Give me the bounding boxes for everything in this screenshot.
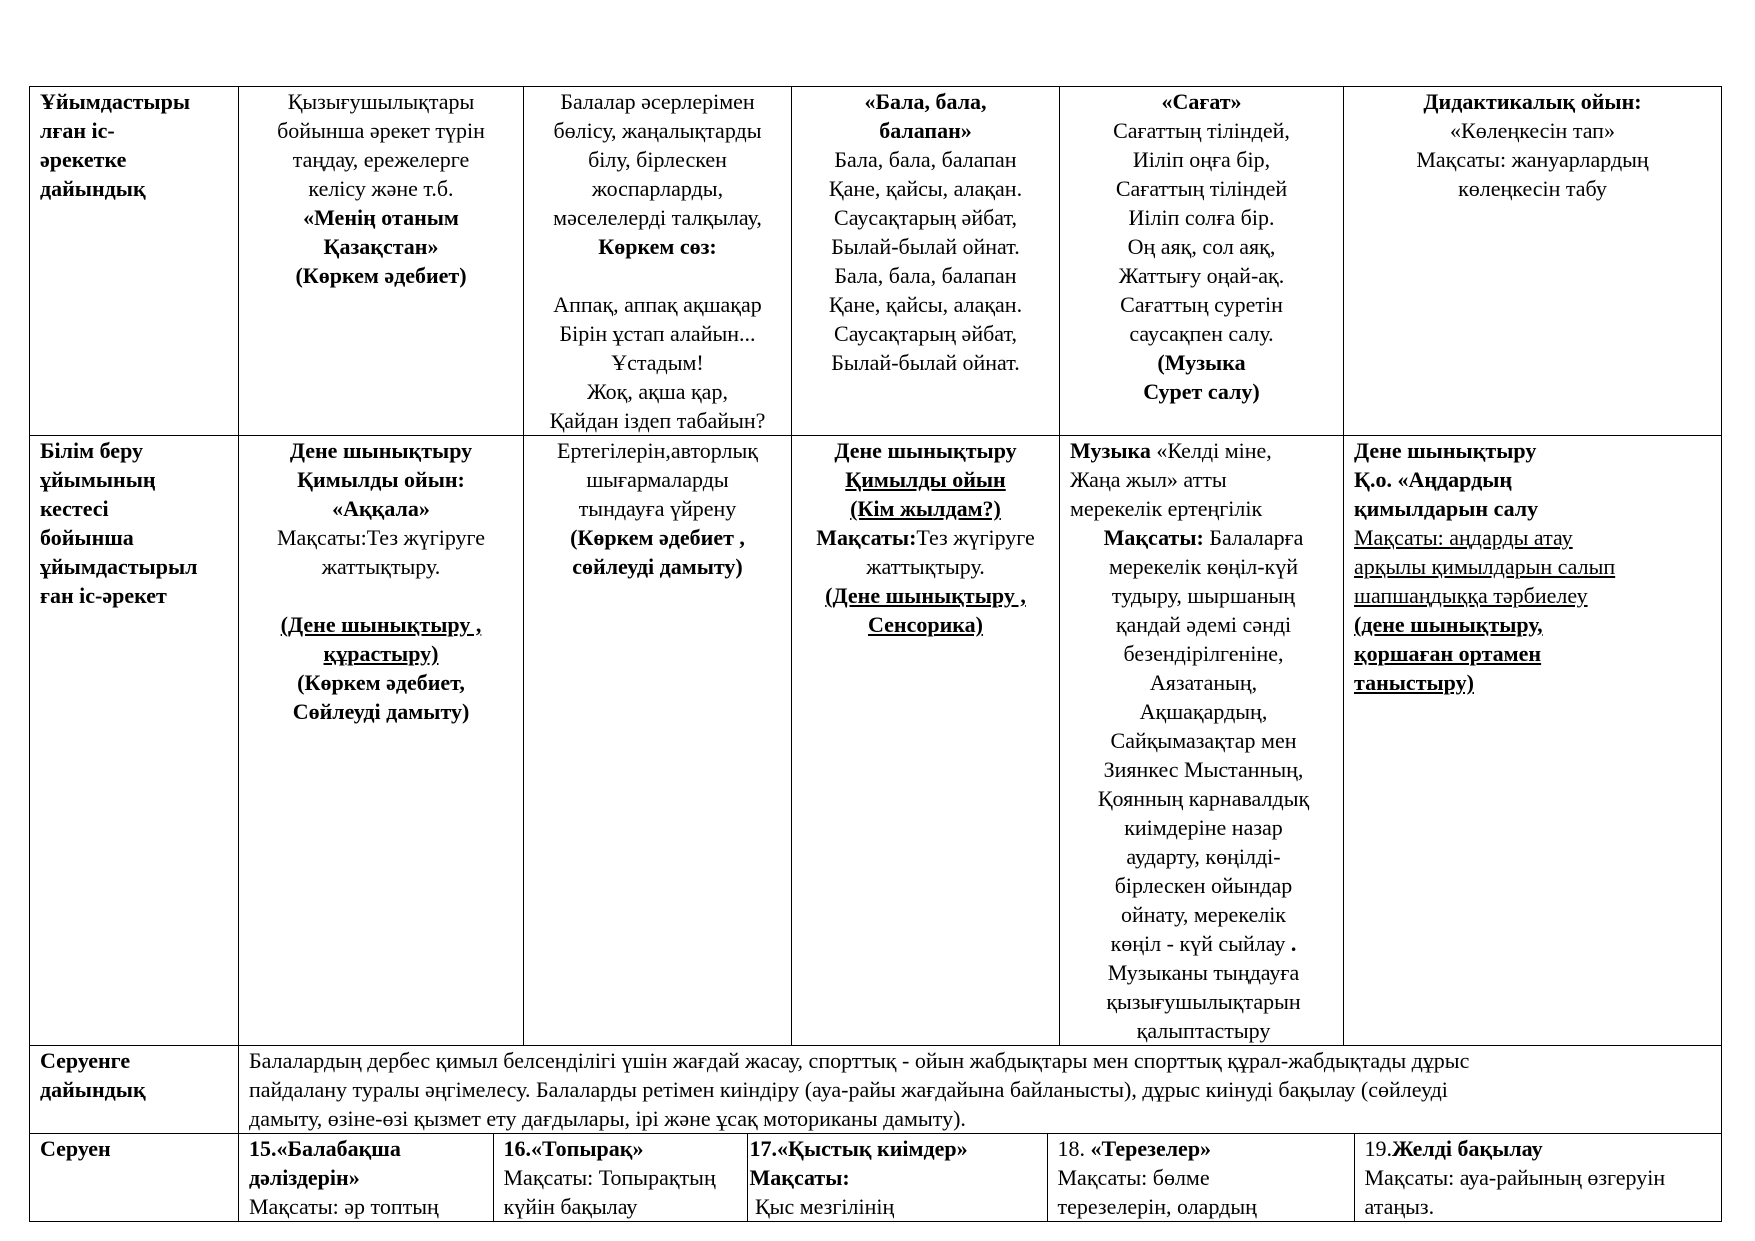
game-title: Қимылды ойын [845,467,1006,492]
subject-tag: (Музыка [1157,350,1246,375]
cell-prep-thu [1060,87,1344,436]
label-line: лған іс- [40,118,115,143]
label-line: бойынша [40,525,134,550]
poem-line: Иіліп солға бір. [1128,205,1275,230]
text-line: келісу және т.б. [308,176,454,201]
goal-label: Мақсаты: [749,1165,850,1190]
label-line: әрекетке [40,147,127,172]
goal-line: қызығушылықтарын [1106,989,1301,1014]
goal-line: қандай әдемі сәнді [1115,612,1292,637]
goal-line: Мақсаты: аңдарды атау [1354,525,1573,550]
poem-line: Қане, қайсы, алақан. [828,292,1023,317]
cell-edu-fri [1344,436,1722,1046]
cell-prep-mon [239,87,524,436]
label-line: Білім беру [40,438,144,463]
text-line: пайдалану туралы әңгімелесу. Балаларды ретімен киіндіру (ауа-райы жағдайына байланысты), дұрыс киінуді бақылау (сөйлеуді [249,1077,1448,1102]
poem-line: Сағаттың тіліндей [1115,176,1288,201]
game-title: Қимылды ойын: [297,467,465,492]
subject-tag: (Дене шынықтыру , [280,612,482,637]
walk-day-4 [1047,1134,1354,1221]
topic-title: Қазақстан» [323,234,439,259]
walk-title: 16.«Топырақ» [503,1136,644,1161]
subject-tag: сөйлеуді дамыту) [572,554,743,579]
poem-line: Ұстадым! [611,350,704,375]
label-line: Серуенге [40,1048,131,1073]
section-title: Дидактикалық ойын: [1423,89,1642,114]
cell-prep-wed [792,87,1060,436]
cell-edu-thu [1060,436,1344,1046]
poem-line: Қане, қайсы, алақан. [828,176,1023,201]
section-title: Көркем сөз: [598,234,717,259]
text-line: шығармаларды [586,467,729,492]
text-line: бойынша әрекет түрін [277,118,485,143]
subject-tag: Сөйлеуді дамыту) [292,699,470,724]
walk-subtable [239,1134,1722,1221]
walk-day-1 [239,1134,493,1221]
row-label-preparation [30,87,239,436]
walk-title-line [1365,1134,1717,1163]
goal-line: Зиянкес Мыстанның, [1103,757,1304,782]
goal-line: арқылы қимылдарын салып [1354,554,1616,579]
goal-label: Мақсаты: [816,525,917,550]
goal-line: жаттықтыру. [866,554,985,579]
goal-line: Қыс мезгілінің [749,1194,895,1219]
text-line: көлеңкесін табу [1458,176,1607,201]
subject-tag: (Көркем әдебиет, [297,670,465,695]
poem-line: Қайдан іздеп табайын? [549,408,766,433]
label-line: Серуен [40,1136,111,1161]
topic-title: «Бала, бала, [864,89,987,114]
goal-line: безендірілгеніне, [1123,641,1284,666]
subject-tag: (Көркем әдебиет , [570,525,745,550]
walk-title: дәліздерін» [249,1165,360,1190]
text-line: бөлісу, жаңалықтарды [553,118,762,143]
goal-line: терезелерін, олардың [1057,1194,1257,1219]
subject-tag: құрастыру) [323,641,439,666]
poem-line: Бала, бала, балапан [834,147,1017,172]
cell-walk [239,1134,1722,1222]
goal-line: бірлескен ойындар [1114,873,1293,898]
walk-title: 17.«Қыстық киімдер» [749,1136,968,1161]
topic-title: балапан» [879,118,972,143]
poem-line: Сағаттың тіліндей, [1113,118,1290,143]
row-education [30,436,1722,1046]
game-title: (Кім жылдам?) [850,496,1001,521]
goal-line: киімдеріне назар [1124,815,1283,840]
game-title: Қ.о. «Аңдардың [1354,467,1513,492]
subject-tag: (Дене шынықтыру , [825,583,1026,608]
walk-day-3 [747,1134,1047,1221]
goal-line: қалыптастыру [1136,1018,1271,1043]
walk-day-2 [493,1134,747,1221]
subject-tag: Сенсорика) [868,612,983,637]
label-line: Ұйымдастыры [40,89,191,114]
walk-title: «Терезелер» [1090,1136,1212,1161]
subject-tag: (Көркем әдебиет) [295,263,467,288]
subject-tag: Сурет салу) [1143,379,1260,404]
walk-title-line [1058,1134,1348,1163]
topic-title: «Менің отаным [303,205,459,230]
subject-tag: (дене шынықтыру, [1354,612,1543,637]
goal-label: Мақсаты: [1103,525,1204,550]
walk-day-5 [1354,1134,1722,1221]
poem-line: Саусақтарың әйбат, [834,205,1017,230]
goal-line: Қоянның карнавалдық [1097,786,1310,811]
subject-title: Дене шынықтыру [834,438,1017,463]
text-line: Балалардың дербес қимыл белсенділігі үшін жағдай жасау, спорттық - ойын жабдықтары мен спорттық құрал-жабдықтады дұрыс [249,1048,1470,1073]
goal-block [1070,523,1337,1045]
label-line: ұйымдастырыл [40,554,198,579]
goal-line [798,523,1053,552]
goal-line: мерекелік көңіл-күй [1109,554,1298,579]
cell-prep-fri [1344,87,1722,436]
poem-line: Саусақтарың әйбат, [834,321,1017,346]
goal-line: ойнату, мерекелік [1121,902,1286,927]
text-line: мәселелерді талқылау, [553,205,762,230]
goal-line: Мақсаты: ауа-райының өзгеруін [1364,1165,1666,1190]
poem-line: Бала, бала, балапан [834,263,1017,288]
text-line: Жаңа жыл» атты [1070,467,1227,492]
lead-line [1070,436,1337,465]
goal-line: Аязатаның, [1149,670,1258,695]
row-label-walk [30,1134,239,1222]
poem-line: Былай-былай ойнат. [831,350,1020,375]
cell-walk-preparation [239,1046,1722,1134]
goal-line: Мақсаты: Топырақтың [503,1165,716,1190]
text-line: жоспарларды, [591,176,724,201]
topic-title: «Сағат» [1161,89,1242,114]
poem-line: Бірін ұстап алайын... [559,321,756,346]
row-label-walk-preparation [30,1046,239,1134]
cell-edu-mon [239,436,524,1046]
subject-title: Дене шынықтыру [289,438,473,463]
text-line: мерекелік ертеңгілік [1070,496,1263,521]
goal-text: Балаларға [1203,525,1304,550]
walk-title: Желді бақылау [1392,1136,1543,1161]
daily-plan-table [29,86,1722,1222]
poem-line: Аппақ, аппақ ақшақар [553,292,762,317]
subject-title: Музыка [1070,438,1151,463]
poem-line: Оң аяқ, сол аяқ, [1127,234,1276,259]
goal-line: атаңыз. [1364,1194,1435,1219]
row-preparation [30,87,1722,436]
goal-line: Мақсаты: әр топтың [249,1194,439,1219]
goal-line: Сайқымазақтар мен [1110,728,1297,753]
goal-line: күйін бақылау [503,1194,638,1219]
spacer [530,261,785,290]
goal-text: Тез жүгіруге [916,525,1035,550]
cell-prep-tue [524,87,792,436]
subject-tag: қоршаған ортамен [1354,641,1542,666]
text-line: Ертегілерін,авторлық [557,438,758,463]
goal-line [1070,523,1337,552]
text-line: «Көлеңкесін тап» [1450,118,1615,143]
walk-subrow [239,1134,1722,1221]
poem-line: саусақпен салу. [1129,321,1274,346]
goal-line: тудыру, шыршаның [1111,583,1296,608]
label-line: ұйымының [40,467,156,492]
goal-line: Ақшақардың, [1139,699,1268,724]
label-line: кестесі [40,496,109,521]
period: . [1290,931,1297,956]
goal-line [1070,929,1337,958]
row-walk-preparation [30,1046,1722,1134]
text-line: Мақсаты: жануарлардың [1416,147,1649,172]
poem-line: Былай-былай ойнат. [831,234,1020,259]
daily-plan-table-wrapper [29,86,1721,1222]
cell-edu-wed [792,436,1060,1046]
goal-text: көңіл - күй сыйлау [1110,931,1286,956]
row-label-education [30,436,239,1046]
game-title: «Аққала» [332,496,430,521]
text-line: Қызығушылықтары [287,89,475,114]
goal-line: Музыканы тыңдауға [1107,960,1300,985]
event-title: «Келді міне, [1150,438,1272,463]
goal-line: жаттықтыру. [321,554,441,579]
row-walk [30,1134,1722,1222]
poem-line: Жоқ, ақша қар, [587,379,728,404]
text-line: таңдау, ережелерге [292,147,470,172]
goal-line: Мақсаты: бөлме [1057,1165,1210,1190]
goal-line: аударту, көңілді- [1126,844,1281,869]
goal-line: Мақсаты:Тез жүгіруге [276,525,486,550]
text-line: дамыту, өзіне-өзі қызмет ету дағдылары, ірі және ұсақ моториканы дамыту). [249,1106,966,1131]
poem-line: Иіліп оңға бір, [1132,147,1271,172]
label-line: дайындық [40,1077,146,1102]
walk-number: 18. [1057,1136,1091,1161]
walk-title: 15.«Балабақша [249,1136,401,1161]
text-line: Балалар әсерлерімен [560,89,755,114]
poem-line: Сағаттың суретін [1120,292,1283,317]
walk-number: 19. [1364,1136,1392,1161]
subject-title: Дене шынықтыру [1354,438,1537,463]
text-line: білу, бірлескен [588,147,727,172]
game-title: қимылдарын салу [1354,496,1539,521]
label-line: дайындық [40,176,146,201]
goal-line: шапшаңдыққа тәрбиелеу [1354,583,1588,608]
subject-tag: таныстыру) [1354,670,1474,695]
poem-line: Жаттығу оңай-ақ. [1118,263,1285,288]
spacer [245,581,517,610]
text-line: тындауға үйрену [578,496,737,521]
cell-edu-tue [524,436,792,1046]
label-line: ған іс-әрекет [40,583,167,608]
